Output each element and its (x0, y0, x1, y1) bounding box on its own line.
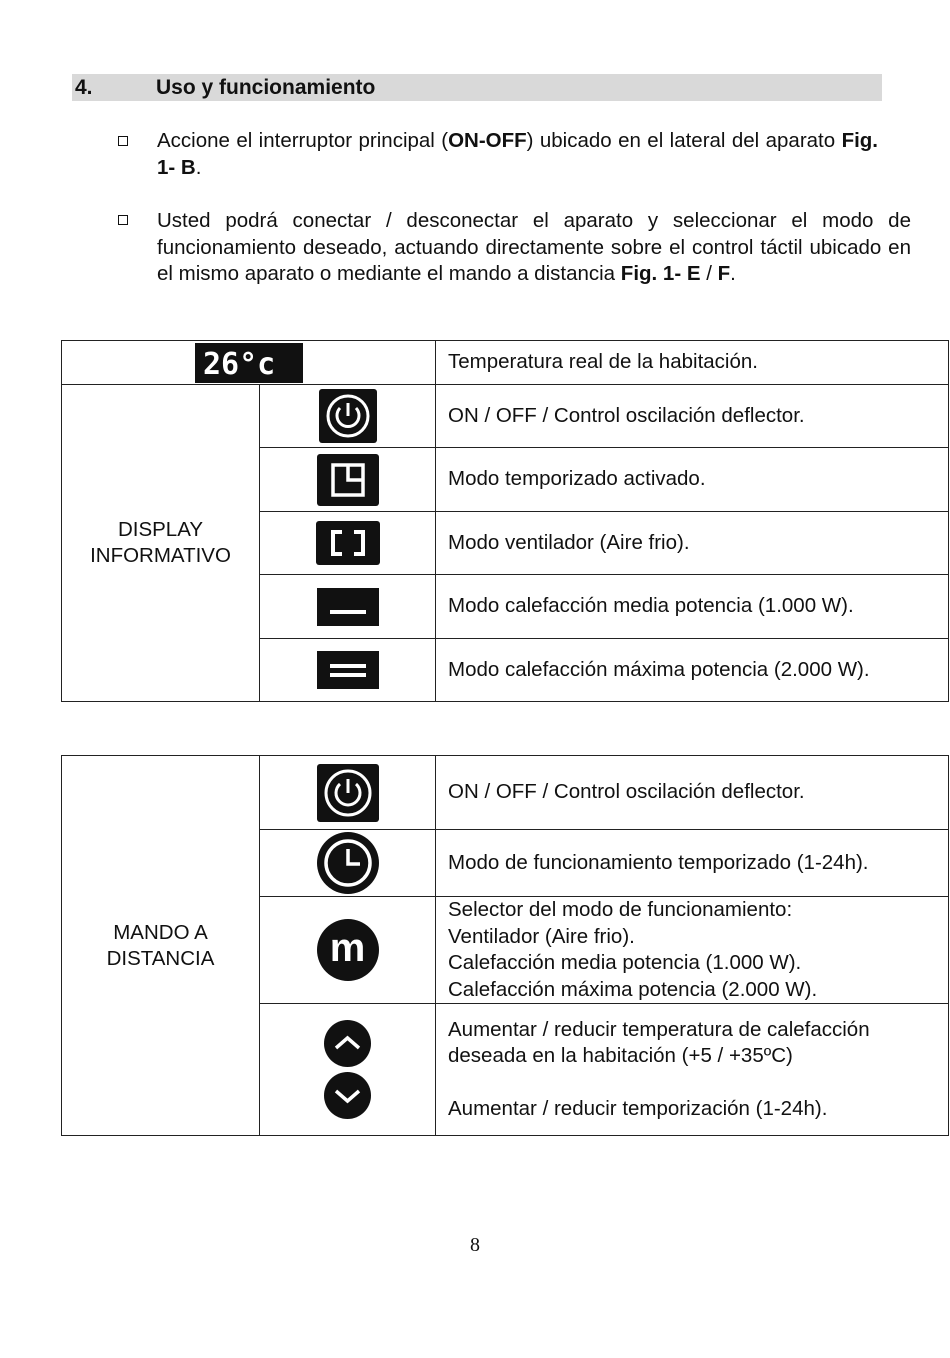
row-desc: Modo temporizado activado. (436, 448, 949, 512)
table-row (62, 756, 949, 830)
temperature-display-icon (195, 343, 303, 383)
section-title: Uso y funcionamiento (156, 76, 376, 99)
section-header (72, 74, 882, 101)
svg-text:26°c: 26°c (202, 346, 275, 382)
power-icon (317, 764, 379, 822)
row-desc: Modo calefacción máxima potencia (2.000 W). (436, 639, 949, 702)
single-bar-icon (317, 588, 379, 626)
display-label: DISPLAY INFORMATIVO (62, 385, 260, 702)
temperature-display-cell (62, 341, 436, 385)
table-row (62, 385, 949, 448)
display-table (61, 340, 949, 702)
timer-square-icon (317, 454, 379, 506)
bullet-square-icon (118, 136, 128, 146)
fan-bracket-icon (316, 521, 380, 565)
chevron-down-icon (324, 1072, 371, 1119)
remote-table (61, 755, 949, 1136)
section-number: 4. (75, 76, 93, 99)
row-desc: Aumentar / reducir temperatura de calefacción deseada en la habitación (+5 / +35ºC) Aumentar / reducir temporización (1-24h). (436, 1004, 949, 1136)
bullet-paragraph-1: Accione el interruptor principal (ON-OFF) ubicado en el lateral del aparato Fig. 1- B. (157, 129, 878, 179)
clock-icon (317, 832, 379, 894)
row-desc: ON / OFF / Control oscilación deflector. (436, 756, 949, 830)
page-number: 8 (470, 1234, 480, 1256)
row-desc: Modo ventilador (Aire frio). (436, 512, 949, 575)
row-desc: Selector del modo de funcionamiento: Ventilador (Aire frio). Calefacción media potencia (1.000 W). Calefacción máxima potencia (2.000 W). (436, 897, 949, 1004)
bullet-square-icon (118, 215, 128, 225)
double-bar-icon (317, 651, 379, 689)
row-desc: Modo de funcionamiento temporizado (1-24h). (436, 830, 949, 897)
row-desc: ON / OFF / Control oscilación deflector. (436, 385, 949, 448)
mode-m-icon: m (317, 919, 379, 981)
bullet-paragraph-2: Usted podrá conectar / desconectar el aparato y seleccionar el modo de funcionamiento deseado, actuando directamente sobre el control táctil ubicado en el mismo aparato o mediante el mando a distancia Fig. 1- E / F. (157, 209, 911, 285)
remote-label: MANDO A DISTANCIA (62, 756, 260, 1136)
chevron-up-icon (324, 1020, 371, 1067)
power-icon (319, 389, 377, 443)
row-desc: Modo calefacción media potencia (1.000 W). (436, 575, 949, 639)
table-row (62, 341, 949, 385)
temperature-desc: Temperatura real de la habitación. (436, 341, 949, 385)
